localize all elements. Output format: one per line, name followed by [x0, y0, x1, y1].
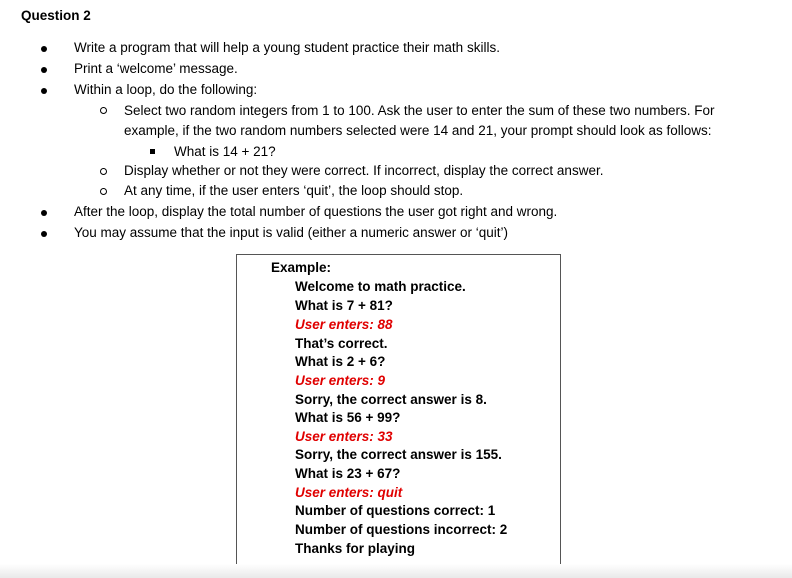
sub-bullet-circle [100, 107, 107, 114]
example-line: What is 56 + 99? [295, 410, 401, 425]
example-user-input: User enters: 9 [295, 373, 386, 388]
example-line: That’s correct. [295, 336, 388, 351]
example-line: Number of questions correct: 1 [295, 503, 496, 518]
example-line: What is 7 + 81? [295, 298, 393, 313]
example-user-input: User enters: quit [295, 485, 403, 500]
bullet-dot [41, 46, 47, 52]
example-line: Number of questions incorrect: 2 [295, 522, 508, 537]
bullet-item: You may assume that the input is valid (either a numeric answer or ‘quit’) [74, 225, 508, 240]
bullet-item: Print a ‘welcome’ message. [74, 61, 238, 76]
sub-bullet-item: At any time, if the user enters ‘quit’, the loop should stop. [124, 183, 464, 198]
bullet-dot [41, 231, 47, 237]
example-line: Thanks for playing [295, 541, 416, 556]
sub-bullet-continuation: example, if the two random numbers selected were 14 and 21, your prompt should look as follows: [124, 123, 712, 138]
example-line: Welcome to math practice. [295, 279, 466, 294]
example-line: What is 23 + 67? [295, 466, 401, 481]
sub-bullet-item: Display whether or not they were correct. If incorrect, display the correct answer. [124, 163, 604, 178]
bullet-item: Within a loop, do the following: [74, 82, 258, 97]
bullet-dot [41, 67, 47, 73]
example-line: Sorry, the correct answer is 155. [295, 447, 502, 462]
page-bottom-edge [0, 564, 792, 578]
example-title: Example: [271, 260, 332, 275]
sub-bullet-circle [100, 168, 107, 175]
bullet-item: Write a program that will help a young student practice their math skills. [74, 40, 500, 55]
prompt-example: What is 14 + 21? [174, 144, 276, 159]
sub-bullet-item: Select two random integers from 1 to 100. Ask the user to enter the sum of these two numbers. For [124, 103, 715, 118]
bullet-dot [41, 210, 47, 216]
bullet-dot [41, 88, 47, 94]
example-box [236, 254, 561, 573]
example-user-input: User enters: 33 [295, 429, 393, 444]
sub-bullet-circle [100, 188, 107, 195]
bullet-item: After the loop, display the total number of questions the user got right and wrong. [74, 204, 558, 219]
example-user-input: User enters: 88 [295, 317, 393, 332]
example-line: Sorry, the correct answer is 8. [295, 392, 487, 407]
question-heading: Question 2 [21, 8, 91, 23]
example-line: What is 2 + 6? [295, 354, 386, 369]
sub-sub-bullet-square [150, 149, 155, 154]
